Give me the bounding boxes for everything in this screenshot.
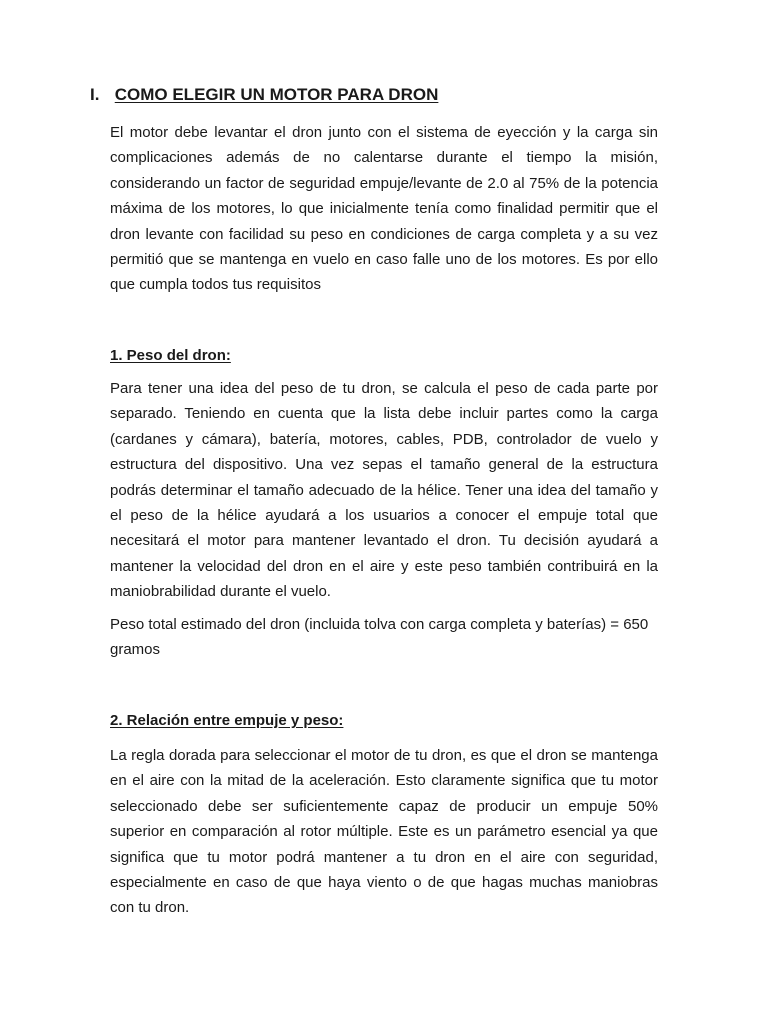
section1-paragraph: Para tener una idea del peso de tu dron, se calcula el peso de cada parte por separado. Teniendo en cuenta que la lista debe incluir partes como la carga (cardanes y cámara), batería, motores, cables, PDB, controlador de vuelo y estructura del dispositivo. Una vez sepas el tamaño general de la estructura podrás determinar el tamaño adecuado de la hélice. Tener una idea del tamaño y el peso de la hélice ayudará a los usuarios a conocer el empuje total que necesitará el motor para mantener levantado el dron. Tu decisión ayudará a mantener la velocidad del dron en el aire y este peso también contribuirá en la maniobrabilidad durante el vuelo. <box>110 380 658 601</box>
heading-number: I. <box>90 85 100 104</box>
section1-weight-total: Peso total estimado del dron (incluida tolva con carga completa y baterías) = 650 gramos <box>110 616 649 659</box>
section2-paragraph: La regla dorada para seleccionar el motor de tu dron, es que el dron se mantenga en el aire con la mitad de la aceleración. Esto claramente significa que tu motor seleccionado debe ser suficientemente capaz de producir un empuje 50% superior en comparación al rotor múltiple. Este es un parámetro esencial ya que significa que tu motor podrá mantener a tu dron en el aire con seguridad, especialmente en caso de que haya viento o de que hagas muchas maniobras con tu dron. <box>110 747 658 917</box>
section2-heading: 2. Relación entre empuje y peso: <box>110 712 344 729</box>
section1-heading: 1. Peso del dron: <box>110 347 231 364</box>
heading-title: COMO ELEGIR UN MOTOR PARA DRON <box>114 85 439 104</box>
intro-paragraph: El motor debe levantar el dron junto con el sistema de eyección y la carga sin complicaciones además de no calentarse durante el tiempo la misión, considerando un factor de seguridad empuje/levante de 2.0 al 75% de la potencia máxima de los motores, lo que inicialmente tenía como finalidad permitir que el dron levante con facilidad su peso en condiciones de carga completa y a su vez permitió que se mantenga en vuelo en caso falle uno de los motores. Es por ello que cumpla todos tus requisitos <box>110 124 658 294</box>
main-heading <box>90 84 438 106</box>
